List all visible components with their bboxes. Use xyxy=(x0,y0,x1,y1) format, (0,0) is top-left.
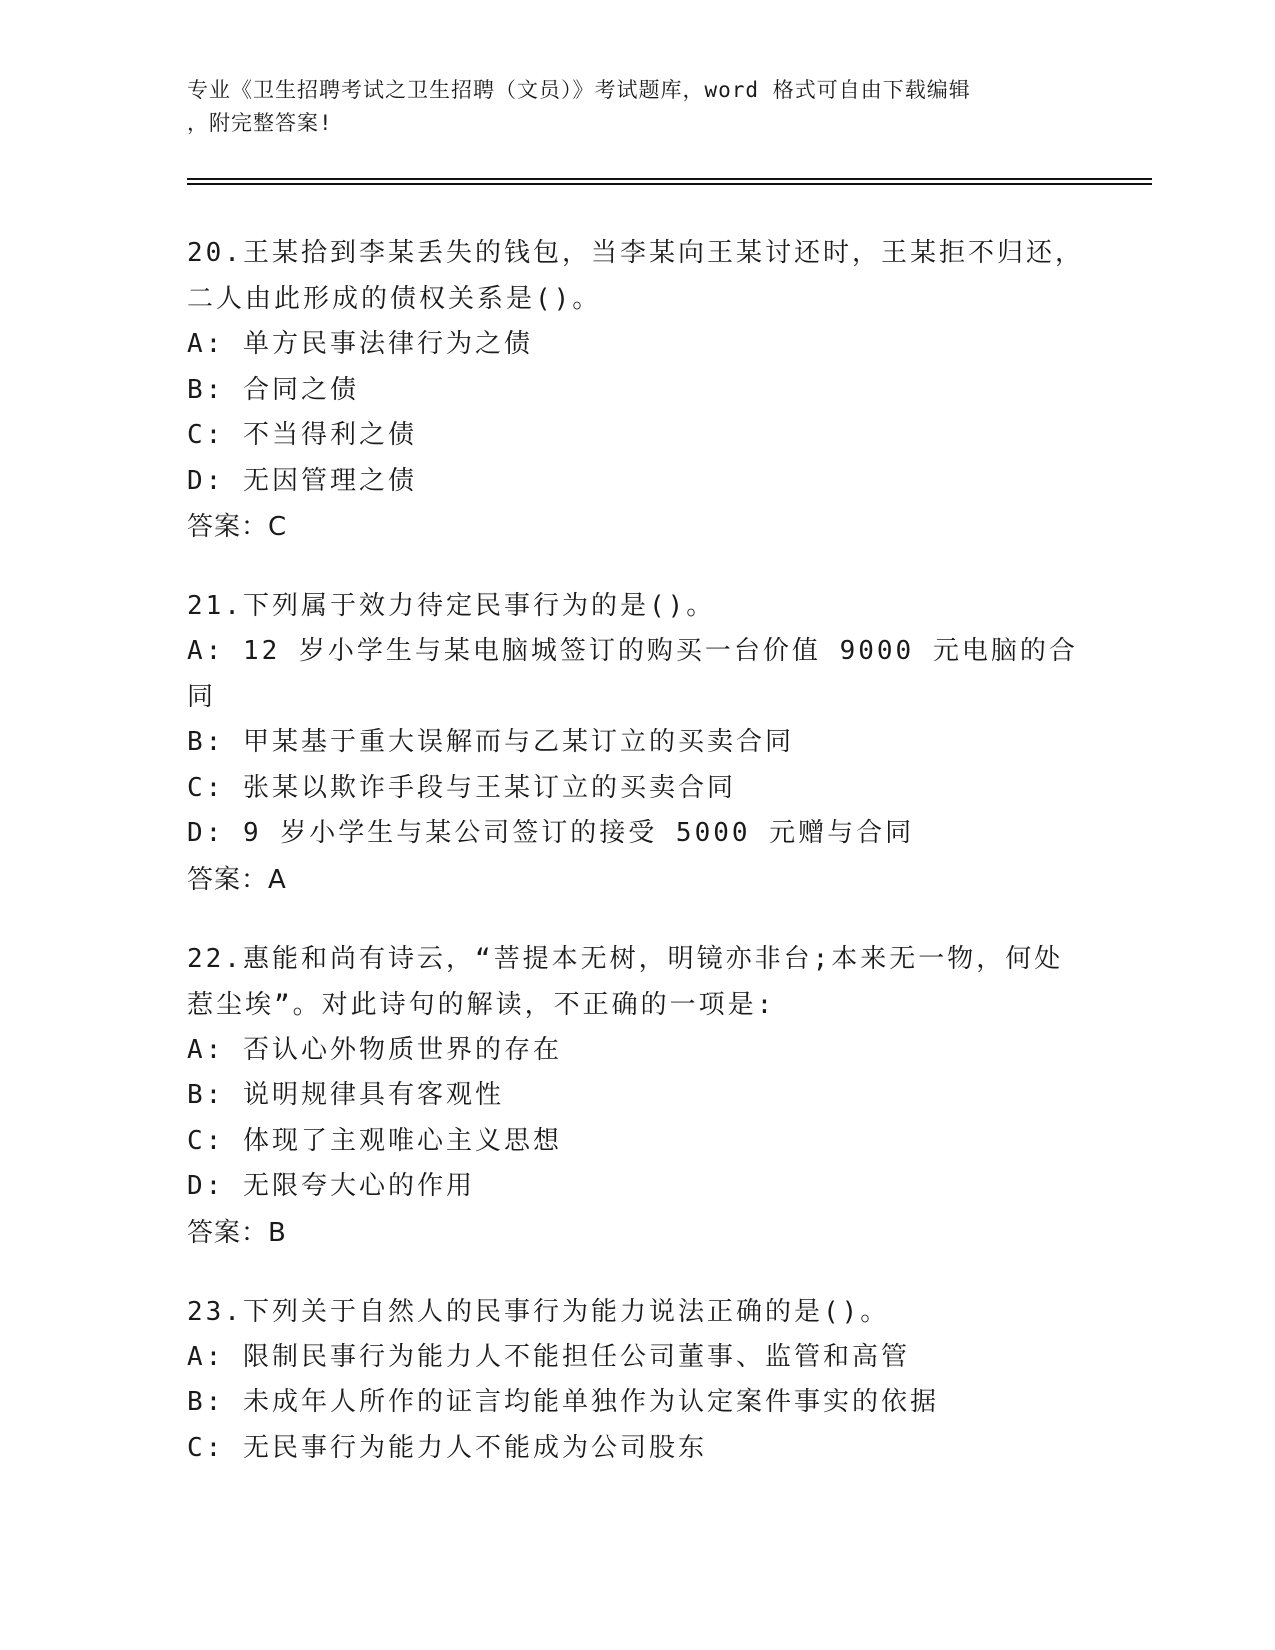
question-stem: 21.下列属于效力待定民事行为的是()。 xyxy=(187,591,716,621)
option-b: B: 合同之债 xyxy=(187,374,359,405)
option-a: A: 否认心外物质世界的存在 xyxy=(187,1034,562,1065)
option-b: B: 未成年人所作的证言均能单独作为认定案件事实的依据 xyxy=(187,1387,939,1417)
option-c: C: 不当得利之债 xyxy=(187,420,417,450)
option-b: B: 甲某基于重大误解而与乙某订立的买卖合同 xyxy=(187,727,794,757)
question-stem-continued: 二人由此形成的债权关系是()。 xyxy=(187,284,602,314)
option-a: A: 限制民事行为能力人不能担任公司董事、监管和高管 xyxy=(187,1341,910,1372)
option-a: A: 12 岁小学生与某电脑城签订的购买一台价值 9000 元电脑的合同 xyxy=(187,636,1078,712)
answer: 答案：A xyxy=(187,864,287,895)
option-d: D: 无限夸大心的作用 xyxy=(187,1171,475,1201)
question-stem-continued: 惹尘埃”。对此诗句的解读，不正确的一项是: xyxy=(187,989,776,1020)
option-c: C: 体现了主观唯心主义思想 xyxy=(187,1125,562,1156)
header-line-1: 专业《卫生招聘考试之卫生招聘（文员）》考试题库，word 格式可自由下载编辑 xyxy=(187,78,971,102)
document-header xyxy=(187,74,1067,140)
question-stem: 22.惠能和尚有诗云，“菩提本无树，明镜亦非台;本来无一物，何处 xyxy=(187,943,1064,974)
question-23 xyxy=(187,1289,1087,1472)
option-d: D: 无因管理之债 xyxy=(187,465,417,496)
answer: 答案：C xyxy=(187,512,288,542)
header-divider-bottom xyxy=(187,183,1152,185)
question-stem: 23.下列关于自然人的民事行为能力说法正确的是()。 xyxy=(187,1296,890,1327)
option-a: A: 单方民事法律行为之债 xyxy=(187,329,533,359)
question-21 xyxy=(187,583,1087,903)
header-divider-top xyxy=(187,178,1152,180)
option-d: D: 9 岁小学生与某公司签订的接受 5000 元赠与合同 xyxy=(187,818,915,848)
question-22 xyxy=(187,936,1087,1256)
header-line-2: ，附完整答案! xyxy=(187,111,333,135)
answer: 答案：B xyxy=(187,1217,287,1248)
question-list xyxy=(187,230,1087,1504)
option-c: C: 张某以欺诈手段与王某订立的买卖合同 xyxy=(187,772,736,803)
question-20 xyxy=(187,230,1087,550)
option-b: B: 说明规律具有客观性 xyxy=(187,1080,504,1110)
question-stem: 20.王某拾到李某丢失的钱包，当李某向王某讨还时，王某拒不归还， xyxy=(187,238,1084,268)
option-c: C: 无民事行为能力人不能成为公司股东 xyxy=(187,1432,707,1463)
